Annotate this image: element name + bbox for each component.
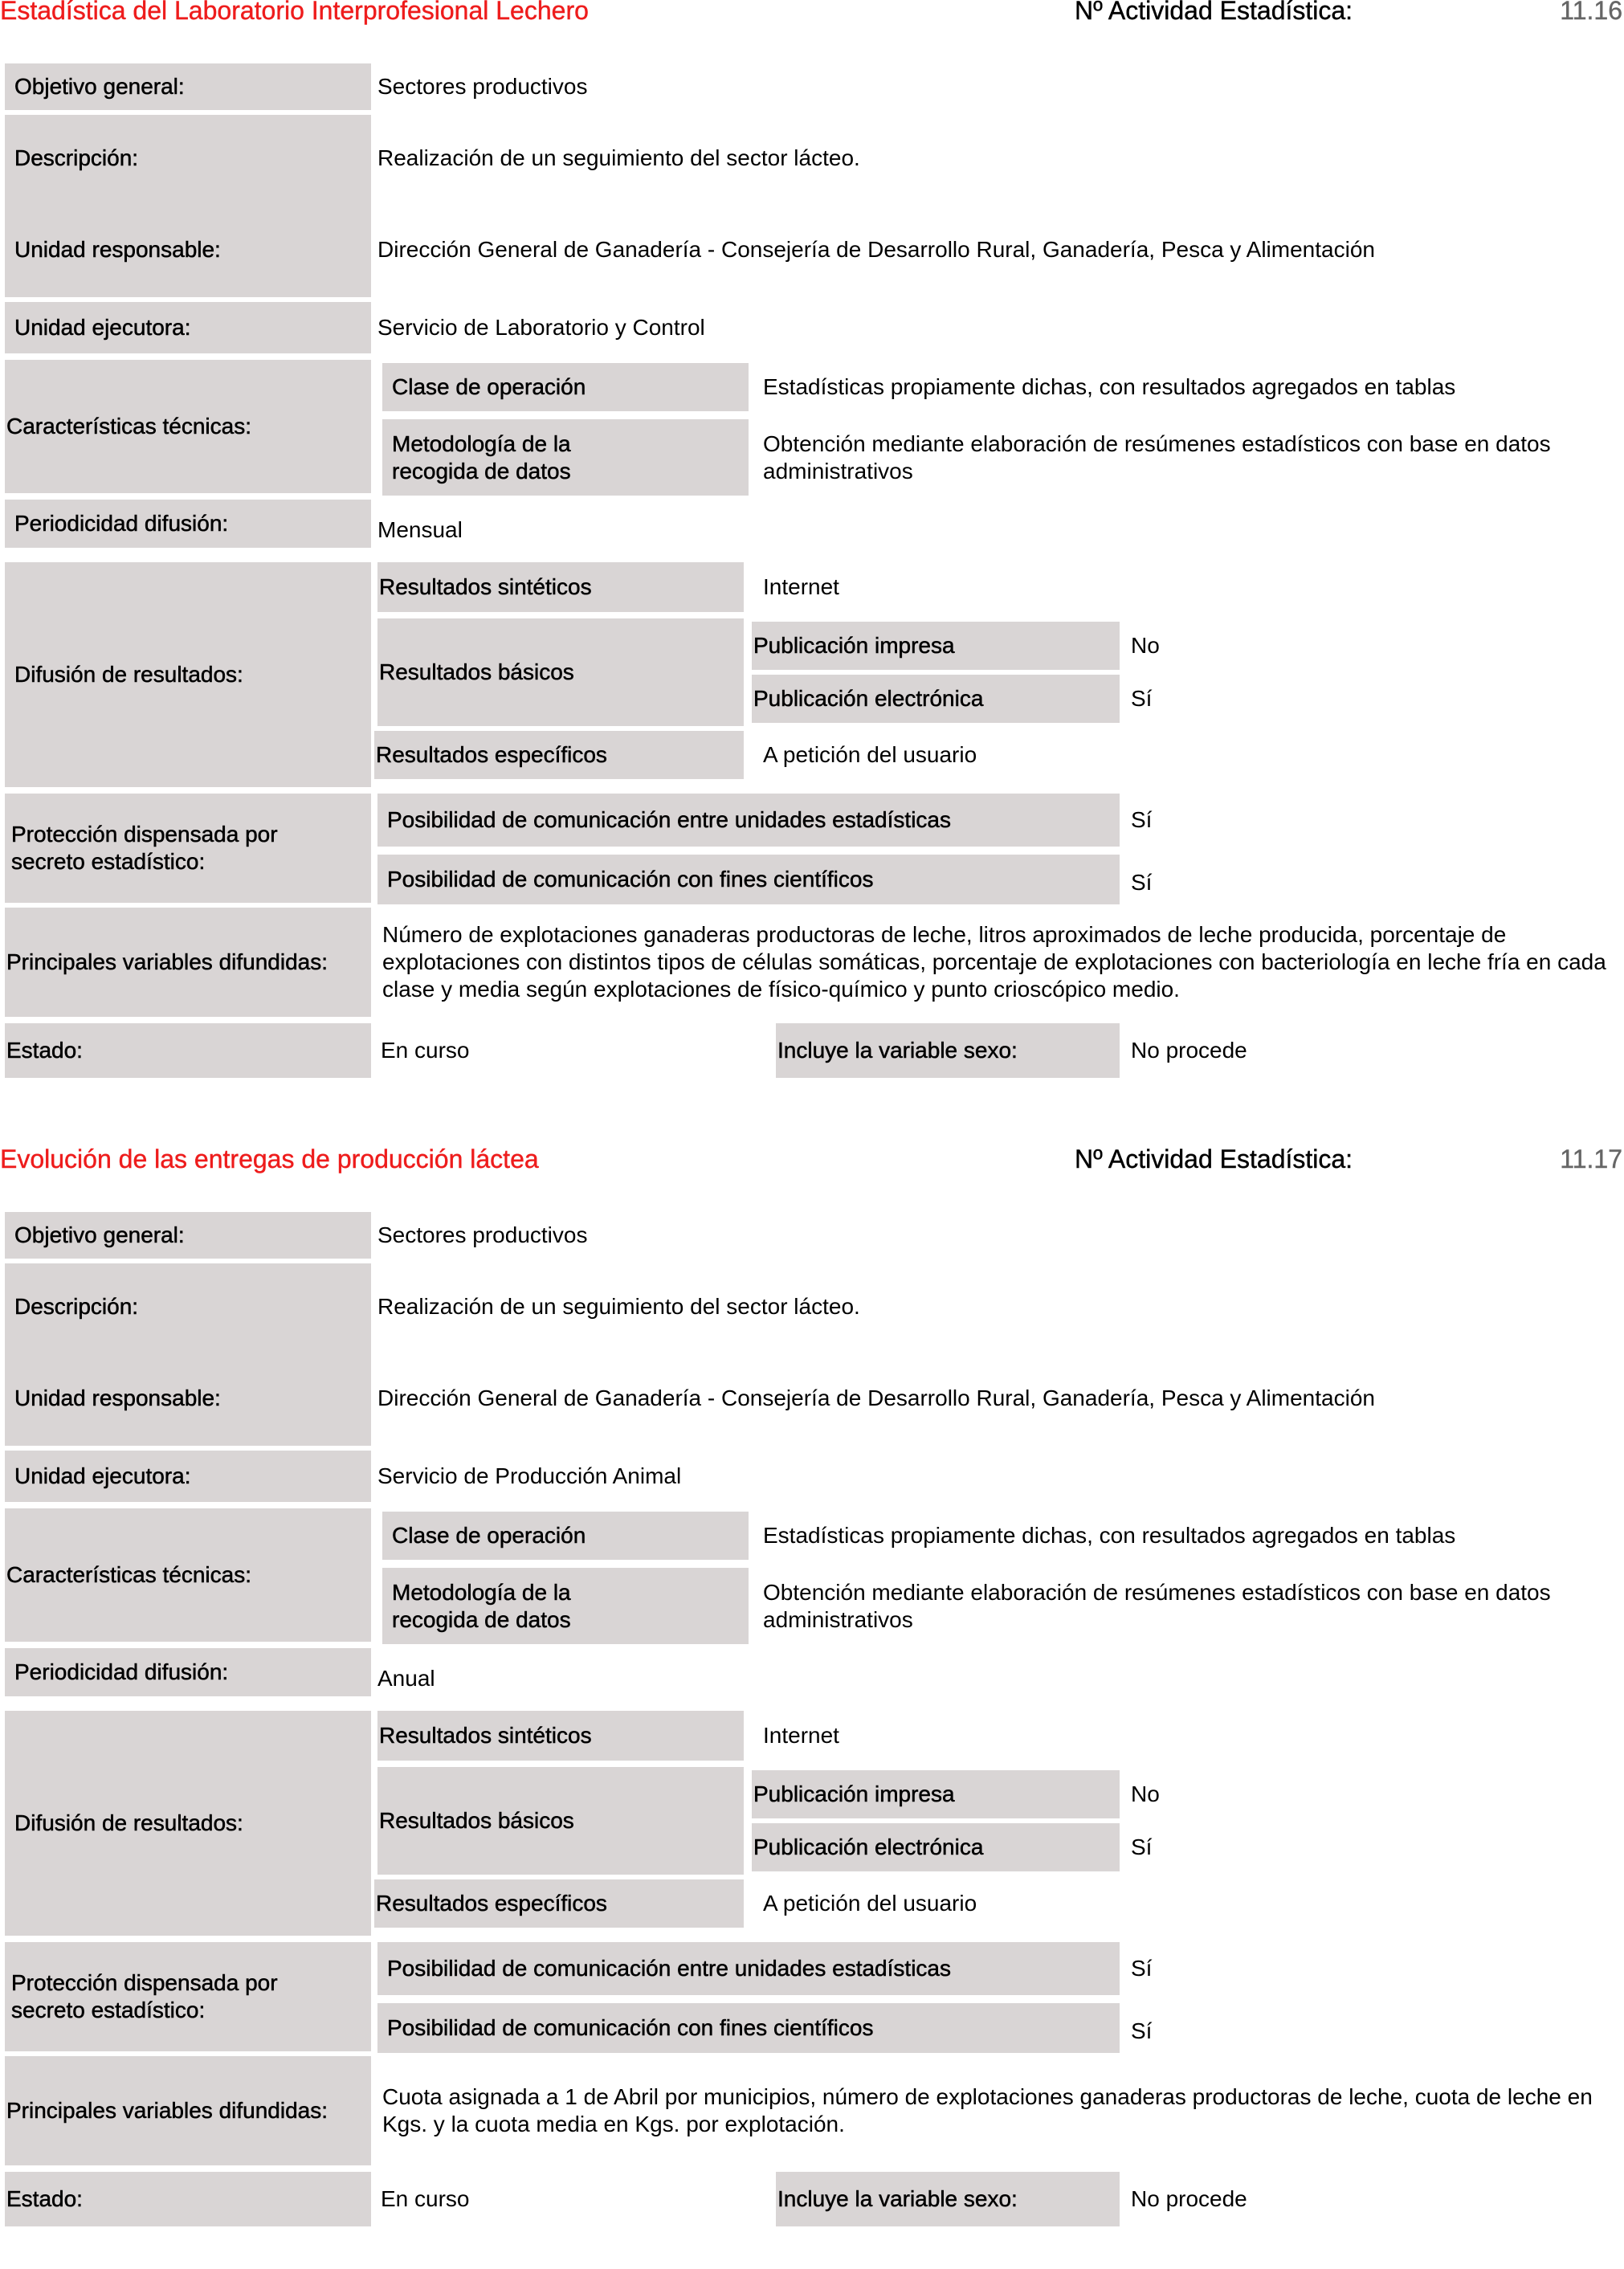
responsible-unit-label: Unidad responsable: [5,1350,371,1446]
statistical-secrecy-label: Protección dispensada por secreto estadístico: [5,1942,371,2051]
activity-sheet [0,1145,1624,2269]
electronic-publication-value: Sí [1131,1834,1153,1859]
operation-class-value: Estadísticas propiamente dichas, con resultados agregados en tablas [763,374,1456,399]
sex-variable-value: No procede [1131,1038,1247,1063]
specific-results-label: Resultados específicos [374,1879,744,1928]
dissemination-label: Difusión de resultados: [5,562,371,787]
communication-science-value: Sí [1131,870,1153,895]
sex-variable-label: Incluye la variable sexo: [776,1023,1120,1078]
executing-unit-value: Servicio de Producción Animal [377,1463,682,1488]
synthetic-results-value: Internet [763,574,839,599]
description-label: Descripción: [5,1263,371,1350]
objective-label: Objetivo general: [5,63,371,110]
communication-science-label: Posibilidad de comunicación con fines científicos [377,855,1120,904]
print-publication-value: No [1131,633,1160,658]
communication-units-value: Sí [1131,807,1153,832]
communication-science-label: Posibilidad de comunicación con fines científicos [377,2003,1120,2053]
synthetic-results-label: Resultados sintéticos [377,1711,744,1761]
activity-number: 11.16 [1560,0,1622,25]
basic-results-label: Resultados básicos [377,618,744,726]
communication-science-value: Sí [1131,2018,1153,2043]
specific-results-value: A petición del usuario [763,1891,977,1916]
electronic-publication-value: Sí [1131,686,1153,711]
print-publication-label: Publicación impresa [752,1770,1120,1818]
executing-unit-label: Unidad ejecutora: [5,302,371,353]
communication-units-label: Posibilidad de comunicación entre unidades estadísticas [377,794,1120,847]
periodicity-label: Periodicidad difusión: [5,1648,371,1696]
methodology-label: Metodología de la recogida de datos [382,419,749,496]
description-label: Descripción: [5,115,371,202]
responsible-unit-label: Unidad responsable: [5,202,371,297]
description-value: Realización de un seguimiento del sector lácteo. [377,145,860,170]
activity-number-label: Nº Actividad Estadística: [1075,0,1353,25]
executing-unit-value: Servicio de Laboratorio y Control [377,315,705,340]
periodicity-value: Anual [377,1666,435,1691]
activity-sheet [0,0,1624,1120]
status-label: Estado: [5,2172,371,2226]
main-variables-label: Principales variables difundidas: [5,2056,371,2165]
synthetic-results-value: Internet [763,1723,839,1748]
status-value: En curso [381,1038,470,1063]
print-publication-label: Publicación impresa [752,622,1120,670]
operation-class-label: Clase de operación [382,363,749,411]
methodology-label: Metodología de la recogida de datos [382,1568,749,1644]
responsible-unit-value: Dirección General de Ganadería - Consejería de Desarrollo Rural, Ganadería, Pesca y Alimentación [377,1385,1375,1410]
executing-unit-label: Unidad ejecutora: [5,1451,371,1502]
dissemination-label: Difusión de resultados: [5,1711,371,1936]
print-publication-value: No [1131,1781,1160,1806]
status-value: En curso [381,2186,470,2211]
periodicity-value: Mensual [377,517,463,542]
activity-title: Evolución de las entregas de producción láctea [0,1145,539,1173]
sex-variable-label: Incluye la variable sexo: [776,2172,1120,2226]
main-variables-value: Número de explotaciones ganaderas productoras de leche, litros aproximados de leche producida, porcentaje de explotaciones con distintos tipos de células somáticas, porcentaje de explotaciones con bacteriología en leche fría en cada clase y media según explotaciones de físico-químico y punto crioscópico medio. [382,922,1606,1002]
sex-variable-value: No procede [1131,2186,1247,2211]
main-variables-value: Cuota asignada a 1 de Abril por municipios, número de explotaciones ganaderas productoras de leche, cuota de leche en Kgs. y la cuota media en Kgs. por explotación. [382,2084,1593,2136]
objective-value: Sectores productivos [377,74,588,99]
electronic-publication-label: Publicación electrónica [752,675,1120,723]
methodology-value: Obtención mediante elaboración de resúmenes estadísticos con base en datos administrativos [763,431,1551,484]
specific-results-label: Resultados específicos [374,731,744,779]
synthetic-results-label: Resultados sintéticos [377,562,744,612]
communication-units-value: Sí [1131,1956,1153,1981]
technical-features-label: Características técnicas: [5,360,371,493]
objective-value: Sectores productivos [377,1222,588,1247]
activity-title: Estadística del Laboratorio Interprofesional Lechero [0,0,589,25]
operation-class-value: Estadísticas propiamente dichas, con resultados agregados en tablas [763,1523,1456,1548]
objective-label: Objetivo general: [5,1212,371,1259]
periodicity-label: Periodicidad difusión: [5,500,371,548]
activity-number-label: Nº Actividad Estadística: [1075,1145,1353,1173]
specific-results-value: A petición del usuario [763,742,977,767]
statistical-secrecy-label: Protección dispensada por secreto estadístico: [5,794,371,903]
technical-features-label: Características técnicas: [5,1508,371,1642]
electronic-publication-label: Publicación electrónica [752,1823,1120,1871]
communication-units-label: Posibilidad de comunicación entre unidades estadísticas [377,1942,1120,1995]
description-value: Realización de un seguimiento del sector lácteo. [377,1294,860,1319]
main-variables-label: Principales variables difundidas: [5,908,371,1017]
methodology-value: Obtención mediante elaboración de resúmenes estadísticos con base en datos administrativos [763,1579,1551,1632]
basic-results-label: Resultados básicos [377,1767,744,1875]
responsible-unit-value: Dirección General de Ganadería - Consejería de Desarrollo Rural, Ganadería, Pesca y Alimentación [377,236,1375,262]
operation-class-label: Clase de operación [382,1512,749,1560]
activity-number: 11.17 [1560,1145,1622,1173]
status-label: Estado: [5,1023,371,1078]
